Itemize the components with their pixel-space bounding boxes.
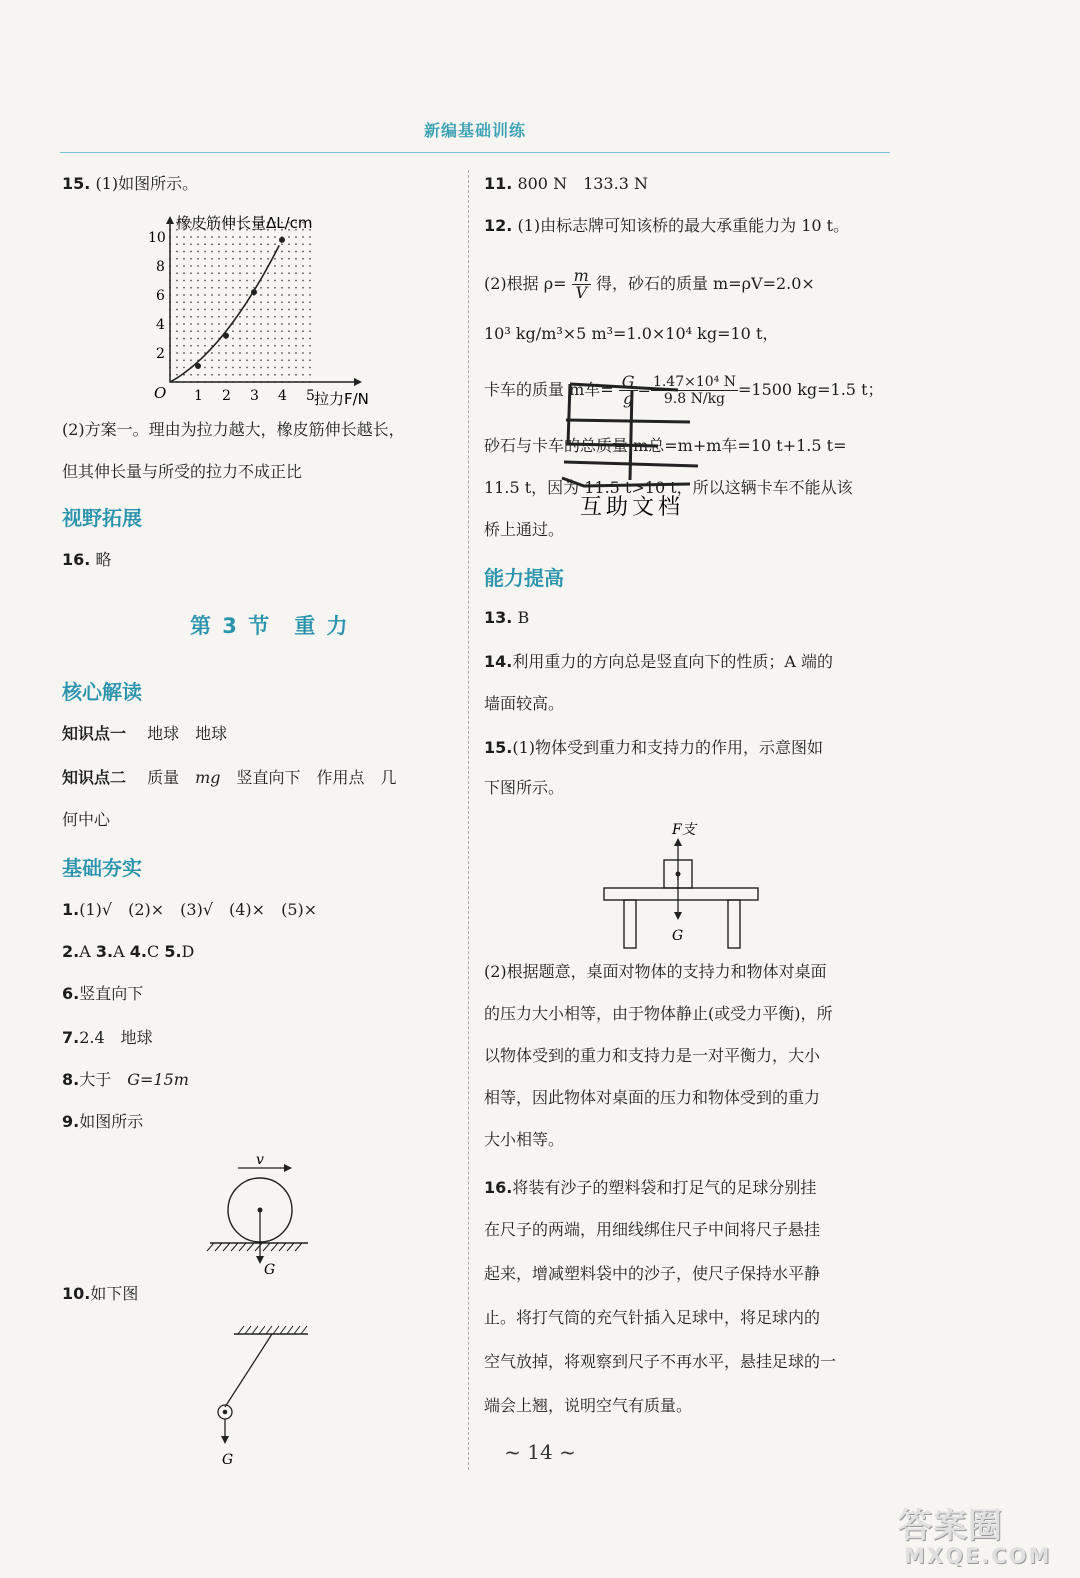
value-denominator: 9.8 N/kg bbox=[663, 391, 726, 407]
section-ability: 能力提高 bbox=[484, 566, 564, 590]
column-divider bbox=[468, 170, 469, 1470]
stretch-chart bbox=[140, 210, 370, 410]
q11-answer: 800 N 133.3 N bbox=[517, 174, 648, 193]
logo-bottom-text: MXQE.COM bbox=[904, 1544, 1052, 1568]
q15r-line3: (2)根据题意，桌面对物体的支持力和物体对桌面 bbox=[484, 962, 827, 981]
x-tick-label: 5 bbox=[306, 388, 315, 404]
q16r-number: 16. bbox=[484, 1178, 513, 1197]
q7-number: 7. bbox=[62, 1028, 80, 1047]
chart-point bbox=[279, 237, 285, 243]
q15r-line1 bbox=[484, 736, 823, 760]
q13-line bbox=[484, 606, 529, 630]
q15-number: 15. bbox=[62, 174, 91, 193]
chart-point bbox=[223, 333, 229, 339]
q7-answer: 2.4 地球 bbox=[79, 1028, 153, 1047]
q15r-part-a: (1)物体受到重力和支持力的作用，示意图如 bbox=[512, 738, 824, 757]
q12-4c: =1500 kg=1.5 t； bbox=[737, 380, 884, 399]
q1-number: 1. bbox=[62, 900, 80, 919]
watermark-stamp bbox=[540, 360, 710, 520]
q16r-line6: 端会上翘，说明空气有质量。 bbox=[484, 1396, 693, 1415]
q11-number: 11. bbox=[484, 174, 513, 193]
gravity-arrowhead bbox=[256, 1256, 264, 1264]
y-axis-arrow bbox=[166, 216, 174, 224]
gravity-arrowhead-15 bbox=[674, 912, 682, 920]
value-numerator: 1.47×10⁴ N bbox=[652, 374, 736, 390]
rho-numerator: m bbox=[573, 266, 589, 285]
chart-point bbox=[195, 363, 201, 369]
fig9-g-label: G bbox=[264, 1262, 276, 1278]
chart-curve bbox=[170, 245, 279, 382]
q6-answer: 竖直向下 bbox=[79, 984, 144, 1003]
q8-answer-a: 大于 bbox=[79, 1070, 128, 1089]
q9-answer: 如图所示 bbox=[79, 1112, 144, 1131]
fig9-ball-diagram bbox=[200, 1150, 320, 1280]
q13-number: 13. bbox=[484, 608, 513, 627]
support-force-arrowhead bbox=[674, 838, 682, 846]
q12-line1 bbox=[484, 214, 849, 238]
ceiling-hatch bbox=[238, 1326, 307, 1334]
table-leg-left bbox=[624, 900, 636, 948]
x-tick-label: 4 bbox=[278, 388, 287, 404]
section-view: 视野拓展 bbox=[62, 506, 142, 530]
q11-line bbox=[484, 172, 648, 196]
fig15-table-diagram bbox=[600, 818, 770, 958]
q7-line bbox=[62, 1026, 153, 1050]
q6-line bbox=[62, 982, 143, 1006]
site-logo bbox=[898, 1498, 1068, 1570]
logo-top-text: 答案圈 bbox=[898, 1506, 1003, 1546]
q6-number: 6. bbox=[62, 984, 80, 1003]
x-tick-label: 3 bbox=[250, 388, 259, 404]
q15-line3: 但其伸长量与所受的拉力不成正比 bbox=[62, 462, 303, 481]
ground-hatch bbox=[207, 1243, 302, 1251]
q4-number: 4. bbox=[129, 942, 147, 961]
chart-point bbox=[251, 289, 257, 295]
kp2-part-b: 竖直向下 作用点 几 bbox=[220, 768, 397, 787]
q14-number: 14. bbox=[484, 652, 513, 671]
q8-answer-b: G=15m bbox=[127, 1070, 189, 1089]
q15r-line6: 相等，因此物体对桌面的压力和物体受到的重力 bbox=[484, 1088, 821, 1107]
q16r-line3: 起来，增减塑料袋中的沙子，使尺子保持水平静 bbox=[484, 1264, 821, 1283]
kp2-mg: mg bbox=[195, 768, 221, 787]
chart-origin: O bbox=[154, 384, 167, 402]
watermark-text: 互助文档 bbox=[580, 495, 685, 520]
chapter-title: 第 3 节 重 力 bbox=[190, 614, 350, 638]
q16-number: 16. bbox=[62, 550, 91, 569]
gg-numerator: G bbox=[619, 374, 638, 391]
q3-number: 3. bbox=[95, 942, 114, 961]
velocity-arrowhead bbox=[284, 1164, 292, 1172]
x-tick-label: 1 bbox=[194, 388, 203, 404]
q2-number: 2. bbox=[62, 942, 80, 961]
q14-line2: 墙面较高。 bbox=[484, 694, 565, 713]
header-title: 新编基础训练 bbox=[423, 121, 526, 140]
chart-ticks bbox=[148, 230, 315, 404]
q15-line1 bbox=[62, 172, 198, 196]
fig15-g-label: G bbox=[672, 928, 684, 944]
x-axis-arrow bbox=[354, 378, 362, 386]
kp1-label: 知识点一 bbox=[62, 724, 127, 743]
kp2-part-a: 质量 bbox=[147, 768, 196, 787]
q14-line1 bbox=[484, 650, 833, 674]
q16r-line1 bbox=[484, 1176, 816, 1200]
q12-4a: 卡车的质量 m车= bbox=[484, 380, 614, 399]
section-core: 核心解读 bbox=[62, 680, 142, 704]
fig9-v-label: v bbox=[256, 1152, 264, 1168]
kp2-label: 知识点二 bbox=[62, 768, 127, 787]
q15r-line5: 以物体受到的重力和支持力是一对平衡力，大小 bbox=[484, 1046, 821, 1065]
table-leg-right bbox=[728, 900, 740, 948]
q12-2a: (2)根据 ρ= bbox=[484, 274, 567, 293]
stamp-strokes bbox=[562, 384, 698, 486]
q10-number: 10. bbox=[62, 1284, 91, 1303]
bob-center bbox=[223, 1410, 228, 1415]
kp2-line bbox=[62, 766, 397, 790]
q10-answer: 如下图 bbox=[90, 1284, 139, 1303]
q15r-number: 15. bbox=[484, 738, 513, 757]
y-tick-label: 6 bbox=[156, 288, 165, 304]
page-number: ~ 14 ~ bbox=[504, 1440, 576, 1464]
q2-answer: A bbox=[79, 942, 91, 961]
q15r-line7: 大小相等。 bbox=[484, 1130, 565, 1149]
q16r-line5: 空气放掉，将观察到尺子不再水平，悬挂足球的一 bbox=[484, 1352, 837, 1371]
q12-part1: (1)由标志牌可知该桥的最大承重能力为 10 t。 bbox=[517, 216, 850, 235]
rho-denominator: V bbox=[575, 283, 588, 302]
q12-line6: 11.5 t，因为 11.5 t>10 t，所以这辆卡车不能从该 bbox=[484, 478, 853, 497]
q5-answer: D bbox=[181, 942, 195, 961]
page-header bbox=[60, 118, 890, 158]
q9-number: 9. bbox=[62, 1112, 80, 1131]
q2-5-line bbox=[62, 940, 194, 964]
q16-answer: 略 bbox=[95, 550, 112, 569]
q13-answer: B bbox=[517, 608, 530, 627]
y-tick-label: 2 bbox=[156, 346, 165, 362]
kp2-line2: 何中心 bbox=[62, 810, 111, 829]
x-tick-label: 2 bbox=[222, 388, 231, 404]
section-basic: 基础夯实 bbox=[62, 856, 142, 880]
q14-part-a: 利用重力的方向总是竖直向下的性质；A 端的 bbox=[512, 652, 833, 671]
q8-line bbox=[62, 1068, 189, 1092]
q16r-line2: 在尺子的两端，用细线绑住尺子中间将尺子悬挂 bbox=[484, 1220, 821, 1239]
q4-answer: C bbox=[146, 942, 160, 961]
q12-number: 12. bbox=[484, 216, 513, 235]
q12-2b: 得，砂石的质量 m=ρV=2.0× bbox=[595, 274, 815, 293]
kp1-answer: 地球 地球 bbox=[147, 724, 228, 743]
y-tick-label: 10 bbox=[148, 230, 166, 246]
q16r-part-a: 将装有沙子的塑料袋和打足气的足球分别挂 bbox=[512, 1178, 817, 1197]
kp1-line bbox=[62, 722, 227, 746]
y-tick-label: 8 bbox=[156, 259, 165, 275]
fig10-g-label: G bbox=[222, 1452, 234, 1468]
q12-4b: = bbox=[637, 380, 651, 399]
header-rule bbox=[60, 152, 890, 153]
gg-denominator: g bbox=[623, 389, 634, 408]
q15-line2: (2)方案一。理由为拉力越大，橡皮筋伸长越长， bbox=[62, 420, 405, 439]
q9-line bbox=[62, 1110, 143, 1134]
q12-line2 bbox=[484, 268, 815, 301]
q12-line3: 10³ kg/m³×5 m³=1.0×10⁴ kg=10 t， bbox=[484, 324, 779, 343]
q8-number: 8. bbox=[62, 1070, 80, 1089]
q1-line bbox=[62, 898, 317, 922]
chart-xlabel: 拉力F/N bbox=[314, 390, 369, 408]
q12-line7: 桥上通过。 bbox=[484, 520, 565, 539]
q16-left bbox=[62, 548, 111, 572]
q15r-line2: 下图所示。 bbox=[484, 778, 565, 797]
string bbox=[225, 1334, 272, 1407]
chart-grid bbox=[169, 222, 311, 383]
q15-part1: (1)如图所示。 bbox=[95, 174, 199, 193]
q16r-line4: 止。将打气筒的充气针插入足球中，将足球内的 bbox=[484, 1308, 821, 1327]
y-tick-label: 4 bbox=[156, 317, 165, 333]
tabletop bbox=[604, 888, 758, 900]
rho-fraction bbox=[572, 268, 591, 301]
chart-ylabel: 橡皮筋伸长量ΔL/cm bbox=[176, 214, 313, 232]
q12-line5: 砂石与卡车的总质量 m总=m+m车=10 t+1.5 t= bbox=[484, 436, 847, 455]
q15r-line4: 的压力大小相等，由于物体静止(或受力平衡)，所 bbox=[484, 1004, 833, 1023]
q3-answer: A bbox=[113, 942, 125, 961]
q10-line bbox=[62, 1282, 138, 1306]
q1-answer: (1)√ (2)× (3)√ (4)× (5)× bbox=[79, 900, 318, 919]
fig15-f-label: F支 bbox=[672, 822, 696, 838]
q5-number: 5. bbox=[164, 942, 182, 961]
